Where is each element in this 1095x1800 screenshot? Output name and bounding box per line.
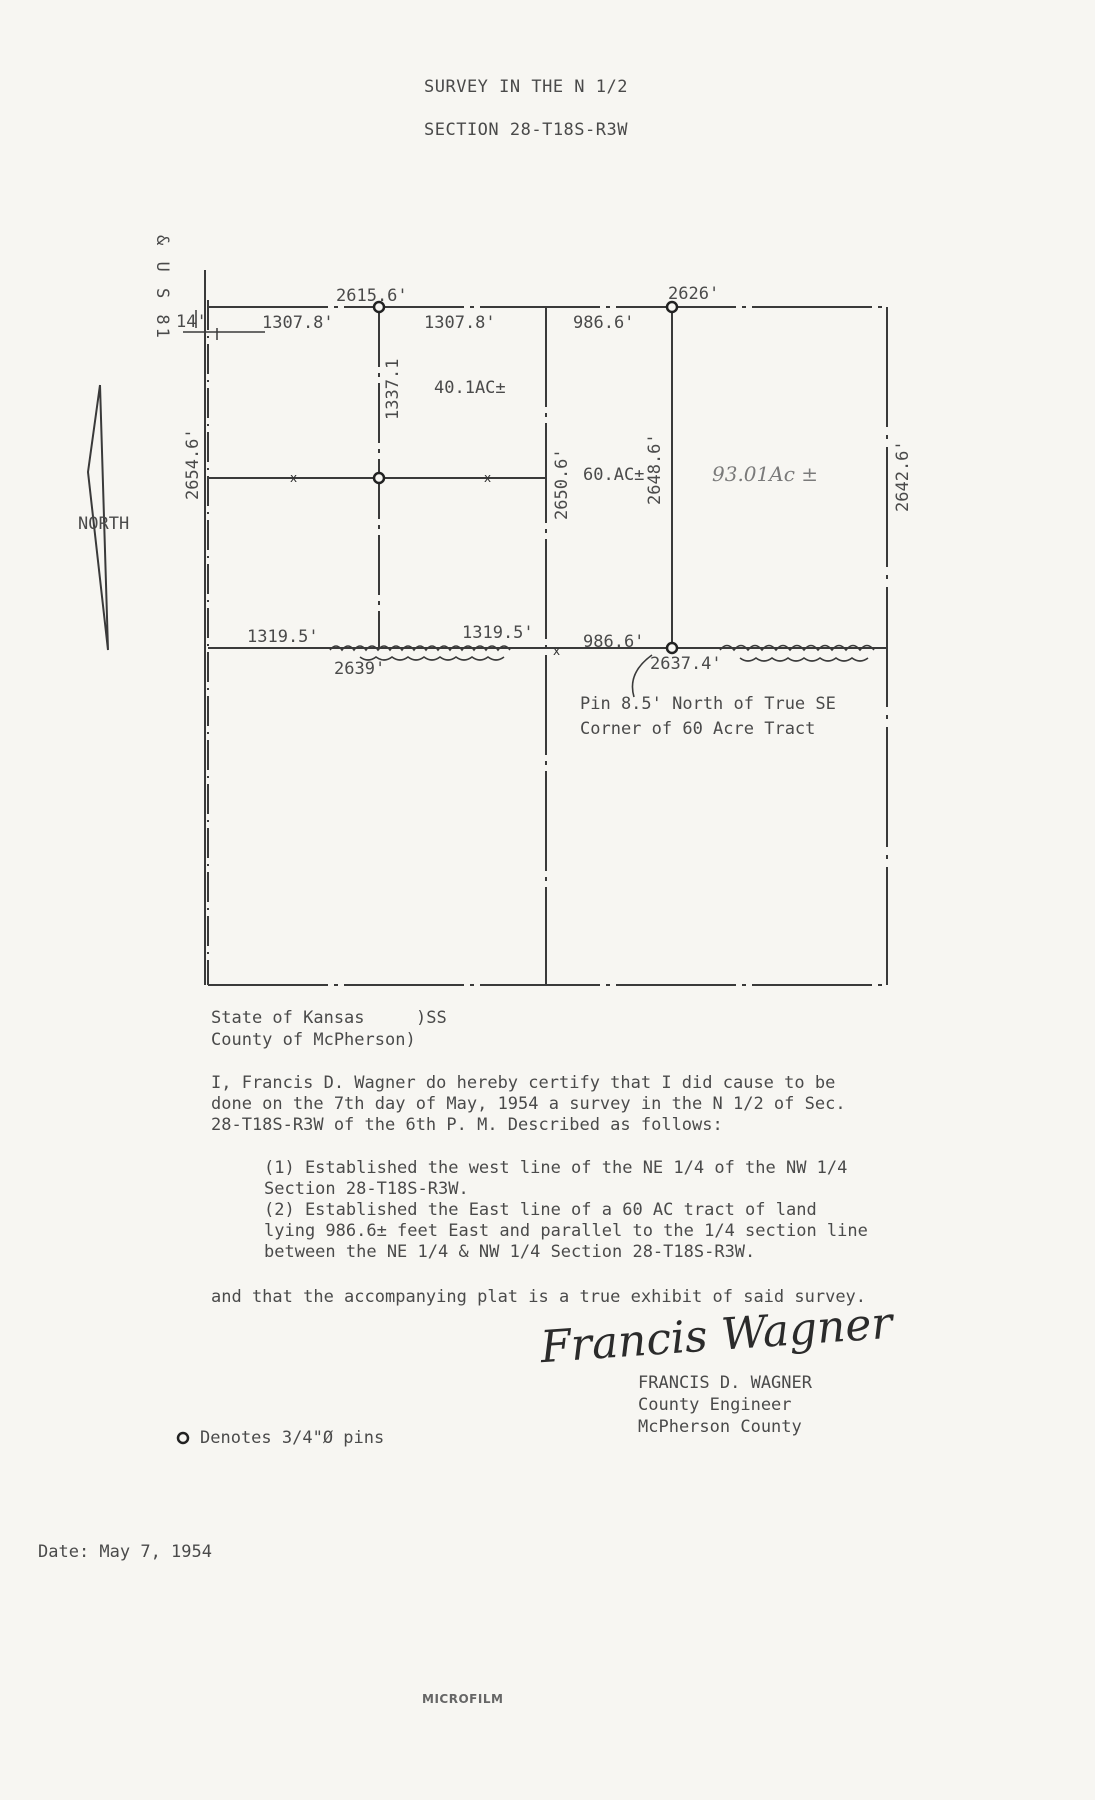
- west-dim: 2654.6': [183, 428, 203, 500]
- svg-text:x: x: [290, 471, 298, 485]
- remainder-acreage: 93.01Ac ±: [712, 462, 819, 486]
- tract-acreage: 60.AC±: [583, 465, 645, 485]
- state-line: State of Kansas: [211, 1008, 365, 1028]
- cert-item-1: (1) Established the west line of the NE 1/4 of the NW 1/4: [264, 1158, 848, 1178]
- cert-item-2b: lying 986.6± feet East and parallel to the 1/4 section line: [264, 1221, 868, 1241]
- pin-marker: [374, 473, 384, 483]
- quarter-center-dim: 2639': [334, 659, 386, 679]
- pin-note-line1: Pin 8.5' North of True SE: [580, 694, 836, 714]
- northeast-dim: 2626': [668, 284, 720, 304]
- cert-closing: and that the accompanying plat is a true exhibit of said survey.: [211, 1287, 867, 1307]
- highway-label: & U S 81: [152, 235, 172, 341]
- microfilm-stamp: MICROFILM: [422, 1692, 504, 1706]
- cert-intro-1: I, Francis D. Wagner do hereby certify that I did cause to be: [211, 1073, 836, 1093]
- svg-text:x: x: [553, 644, 561, 658]
- north-label: NORTH: [78, 514, 130, 534]
- tract-east-dim: 2648.6': [645, 433, 665, 505]
- signer-title: County Engineer: [638, 1395, 792, 1415]
- right-half-dim: 1307.8': [424, 313, 496, 333]
- tract-west-dim: 2650.6': [552, 448, 572, 520]
- county-line: County of McPherson): [211, 1030, 416, 1050]
- legend-pin-marker: [178, 1433, 188, 1443]
- quarter-line-dim: 1337.1: [383, 358, 403, 420]
- ne-nw-acreage: 40.1AC±: [434, 378, 506, 398]
- svg-text:x: x: [484, 471, 492, 485]
- signature: Francis Wagner: [538, 1297, 894, 1374]
- center-dim: 2615.6': [336, 286, 408, 306]
- cert-item-1b: Section 28-T18S-R3W.: [264, 1179, 469, 1199]
- cert-intro-3: 28-T18S-R3W of the 6th P. M. Described as follows:: [211, 1115, 723, 1135]
- survey-date: Date: May 7, 1954: [38, 1542, 212, 1562]
- tract-bottom-dim: 986.6': [583, 632, 645, 652]
- survey-title: SURVEY IN THE N 1/2: [424, 77, 628, 97]
- cert-item-2: (2) Established the East line of a 60 AC tract of land: [264, 1200, 817, 1220]
- tract-width-dim: 986.6': [573, 313, 635, 333]
- tract-corner-dim: 2637.4': [650, 654, 722, 674]
- pin-marker: [667, 643, 677, 653]
- pin-note-line2: Corner of 60 Acre Tract: [580, 719, 816, 739]
- signer-county: McPherson County: [638, 1417, 802, 1437]
- left-half-dim: 1307.8': [262, 313, 334, 333]
- signer-name: FRANCIS D. WAGNER: [638, 1373, 812, 1393]
- east-dim: 2642.6': [893, 440, 913, 512]
- ss-mark: )SS: [416, 1008, 447, 1028]
- offset-dim: 14': [176, 312, 207, 332]
- cert-item-2c: between the NE 1/4 & NW 1/4 Section 28-T18S-R3W.: [264, 1242, 756, 1262]
- pin-legend: Denotes 3/4"Ø pins: [200, 1428, 385, 1448]
- middle-center-dim: 1319.5': [462, 623, 534, 643]
- middle-left-dim: 1319.5': [247, 627, 319, 647]
- cert-intro-2: done on the 7th day of May, 1954 a survey in the N 1/2 of Sec.: [211, 1094, 846, 1114]
- section-title: SECTION 28-T18S-R3W: [424, 120, 628, 140]
